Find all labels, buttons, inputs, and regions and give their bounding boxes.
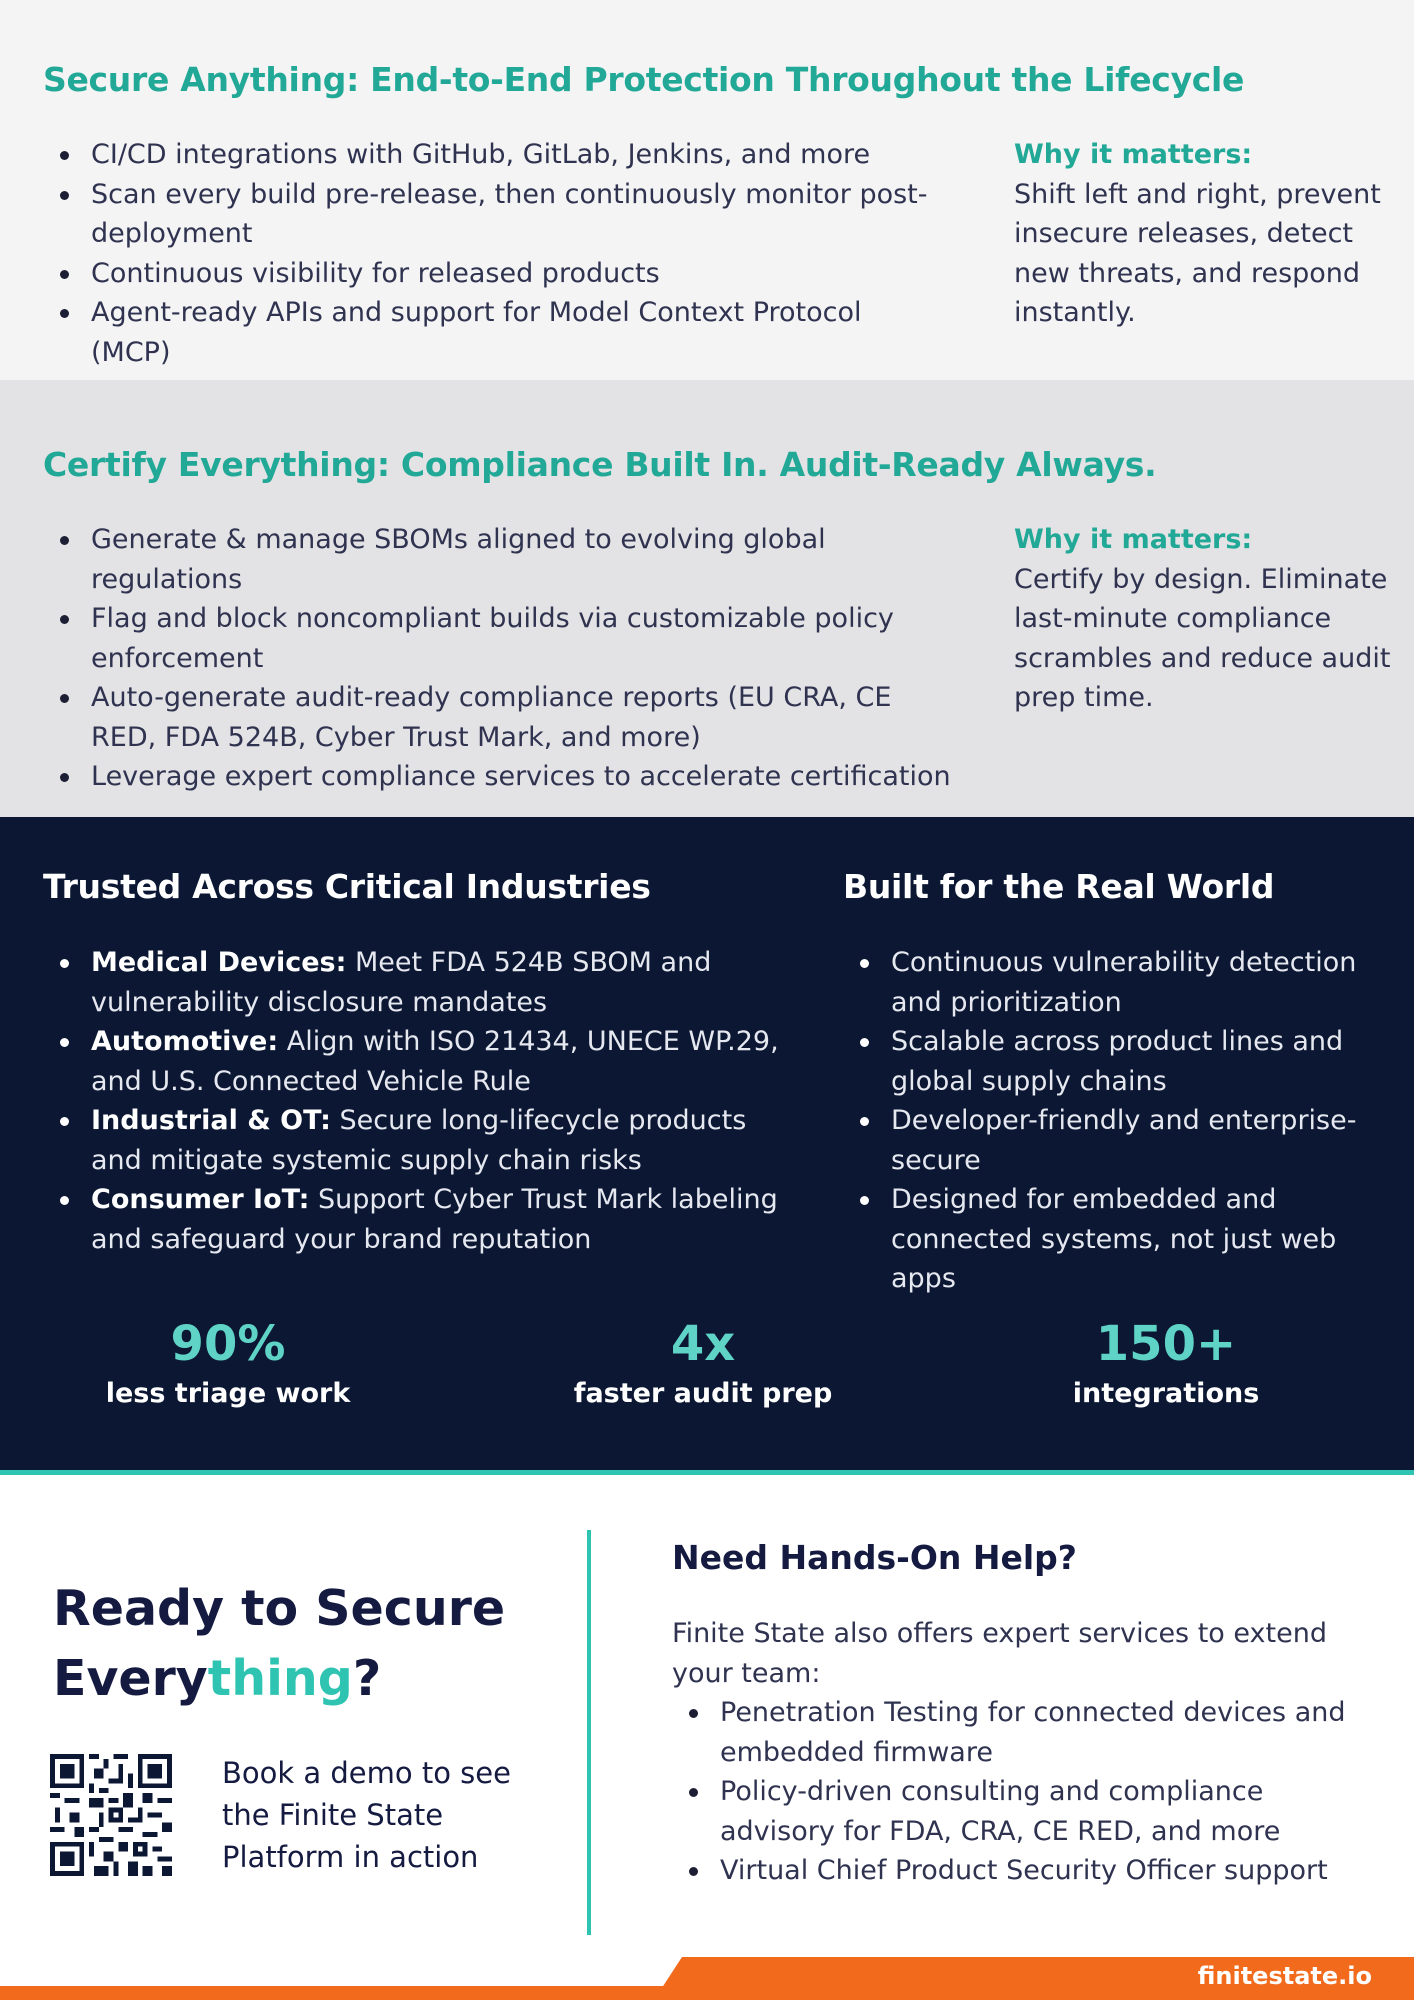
industry-text: Support Cyber Trust Mark labeling and safeguard your brand reputation — [91, 1184, 778, 1255]
help-list — [672, 1693, 1372, 1891]
list-item: Leverage expert compliance services to accelerate certification — [43, 757, 953, 797]
list-item — [43, 1101, 783, 1180]
industry-label: Consumer IoT: — [91, 1184, 310, 1215]
why-text: Certify by design. Eliminate last-minute compliance scrambles and reduce audit prep time. — [1014, 563, 1391, 713]
secure-why-block — [1014, 135, 1386, 333]
stat-value: 4x — [670, 1316, 736, 1372]
help-title: Need Hands-On Help? — [672, 1538, 1077, 1577]
section-divider — [0, 1470, 1414, 1475]
list-item: Designed for embedded and connected systems, not just web apps — [843, 1180, 1388, 1299]
list-item: Continuous vulnerability detection and prioritization — [843, 943, 1388, 1022]
industry-text: Meet FDA 524B SBOM and vulnerability disclosure mandates — [91, 947, 712, 1018]
realworld-title: Built for the Real World — [843, 867, 1275, 906]
list-item — [43, 1180, 783, 1259]
stat-triage — [28, 1316, 428, 1409]
industry-text: Align with ISO 21434, UNECE WP.29, and U.S. Connected Vehicle Rule — [91, 1026, 779, 1097]
qr-code-icon[interactable] — [50, 1754, 172, 1876]
list-item: Penetration Testing for connected devices and embedded firmware — [672, 1693, 1372, 1772]
list-item: CI/CD integrations with GitHub, GitLab, Jenkins, and more — [43, 135, 943, 175]
list-item: Generate & manage SBOMs aligned to evolving global regulations — [43, 520, 953, 599]
stat-integrations — [966, 1316, 1366, 1409]
industries-title: Trusted Across Critical Industries — [43, 867, 651, 906]
help-intro: Finite State also offers expert services to extend your team: — [672, 1618, 1327, 1689]
stat-value: 150+ — [1095, 1316, 1237, 1372]
stat-label: less triage work — [105, 1378, 351, 1409]
industries-list — [43, 943, 783, 1259]
stat-value: 90% — [170, 1316, 286, 1372]
list-item: Scan every build pre-release, then continuously monitor post-deployment — [43, 175, 943, 254]
list-item: Developer-friendly and enterprise-secure — [843, 1101, 1388, 1180]
certify-bullet-list — [43, 520, 953, 797]
industry-text: Secure long-lifecycle products and mitigate systemic supply chain risks — [91, 1105, 747, 1176]
realworld-list — [843, 943, 1388, 1299]
why-heading: Why it matters: — [1014, 524, 1253, 555]
cta-title-line2 — [53, 1644, 505, 1714]
stat-label: integrations — [1072, 1378, 1260, 1409]
list-item — [43, 1022, 783, 1101]
demo-text: Book a demo to see the Finite State Platform in action — [222, 1756, 511, 1874]
footer-url-link[interactable]: finitestate.io — [1197, 1962, 1372, 1990]
list-item: Virtual Chief Product Security Officer support — [672, 1851, 1372, 1891]
why-text: Shift left and right, prevent insecure releases, detect new threats, and respond instantly. — [1014, 178, 1381, 328]
secure-title: Secure Anything: End-to-End Protection Throughout the Lifecycle — [43, 60, 1245, 99]
stat-label: faster audit prep — [573, 1378, 833, 1409]
stat-audit — [503, 1316, 903, 1409]
why-heading: Why it matters: — [1014, 139, 1253, 170]
list-item: Agent-ready APIs and support for Model Context Protocol (MCP) — [43, 293, 943, 372]
cta-title-line1: Ready to Secure — [53, 1580, 506, 1637]
secure-bullet-list — [43, 135, 943, 372]
list-item: Policy-driven consulting and compliance advisory for FDA, CRA, CE RED, and more — [672, 1772, 1372, 1851]
list-item: Auto-generate audit-ready compliance reports (EU CRA, CE RED, FDA 524B, Cyber Trust Mark, and more) — [43, 678, 953, 757]
industry-label: Medical Devices: — [91, 947, 347, 978]
list-item: Continuous visibility for released products — [43, 254, 943, 294]
cta-title-accent: thing — [207, 1650, 353, 1707]
list-item: Scalable across product lines and global supply chains — [843, 1022, 1388, 1101]
certify-why-block — [1014, 520, 1394, 718]
vertical-divider — [587, 1530, 591, 1935]
industry-label: Automotive: — [91, 1026, 279, 1057]
industry-label: Industrial & OT: — [91, 1105, 331, 1136]
list-item — [43, 943, 783, 1022]
cta-title-part: Every — [53, 1650, 208, 1707]
cta-title-part: ? — [352, 1650, 382, 1707]
list-item: Flag and block noncompliant builds via customizable policy enforcement — [43, 599, 953, 678]
certify-title: Certify Everything: Compliance Built In. Audit-Ready Always. — [43, 445, 1157, 484]
cta-title — [53, 1574, 505, 1714]
